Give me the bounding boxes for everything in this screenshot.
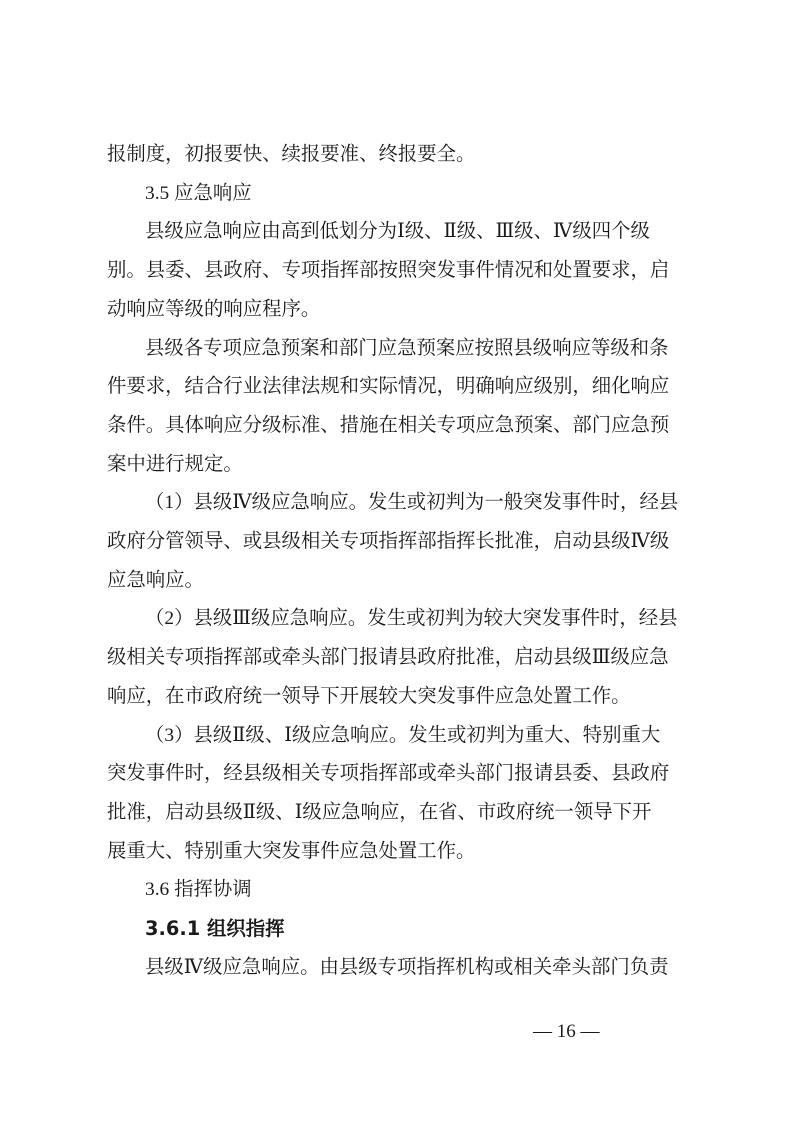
text-line: 条件。具体响应分级标准、措施在相关专项应急预案、部门应急预 [107,414,670,436]
text-line: 政府分管领导、或县级相关专项指挥部指挥长批准，启动县级Ⅳ级 [107,531,670,552]
section-heading: 3.6.1 组织指挥 [145,917,285,940]
text-line: 批准，启动县级Ⅱ级、Ⅰ级应急响应，在省、市政府统一领导下开 [107,801,652,823]
page-number: — 16 — [533,1021,600,1042]
text-line: 案中进行规定。 [107,453,243,475]
text-line: 报制度，初报要快、续报要准、终报要全。 [107,144,476,165]
text-line: （3）县级Ⅱ级、Ⅰ级应急响应。发生或初判为重大、特别重大 [145,724,661,746]
text-line: 3.6 指挥协调 [145,879,252,901]
text-line: 3.5 应急响应 [145,182,252,204]
text-line: （1）县级Ⅳ级应急响应。发生或初判为一般突发事件时，经县 [145,492,679,514]
text-line: 展重大、特别重大突发事件应急处置工作。 [107,840,476,862]
text-line: 县级各专项应急预案和部门应急预案应按照县级响应等级和条 [145,337,669,359]
text-line: 县级应急响应由高到低划分为Ⅰ级、Ⅱ级、Ⅲ级、Ⅳ级四个级 [145,221,650,243]
text-line: 县级Ⅳ级应急响应。由县级专项指挥机构或相关牵头部门负责 [145,956,669,978]
text-line: （2）县级Ⅲ级应急响应。发生或初判为较大突发事件时，经县 [145,608,678,630]
text-line: 应急响应。 [107,569,204,591]
text-line: 级相关专项指挥部或牵头部门报请县政府批准，启动县级Ⅲ级应急 [107,647,669,669]
text-line: 件要求，结合行业法律法规和实际情况，明确响应级别，细化响应 [107,376,670,398]
text-line: 动响应等级的响应程序。 [107,298,321,320]
text-line: 别。县委、县政府、专项指挥部按照突发事件情况和处置要求，启 [107,260,670,282]
text-line: 突发事件时，经县级相关专项指挥部或牵头部门报请县委、县政府 [107,763,670,785]
text-line: 响应，在市政府统一领导下开展较大突发事件应急处置工作。 [107,685,631,707]
